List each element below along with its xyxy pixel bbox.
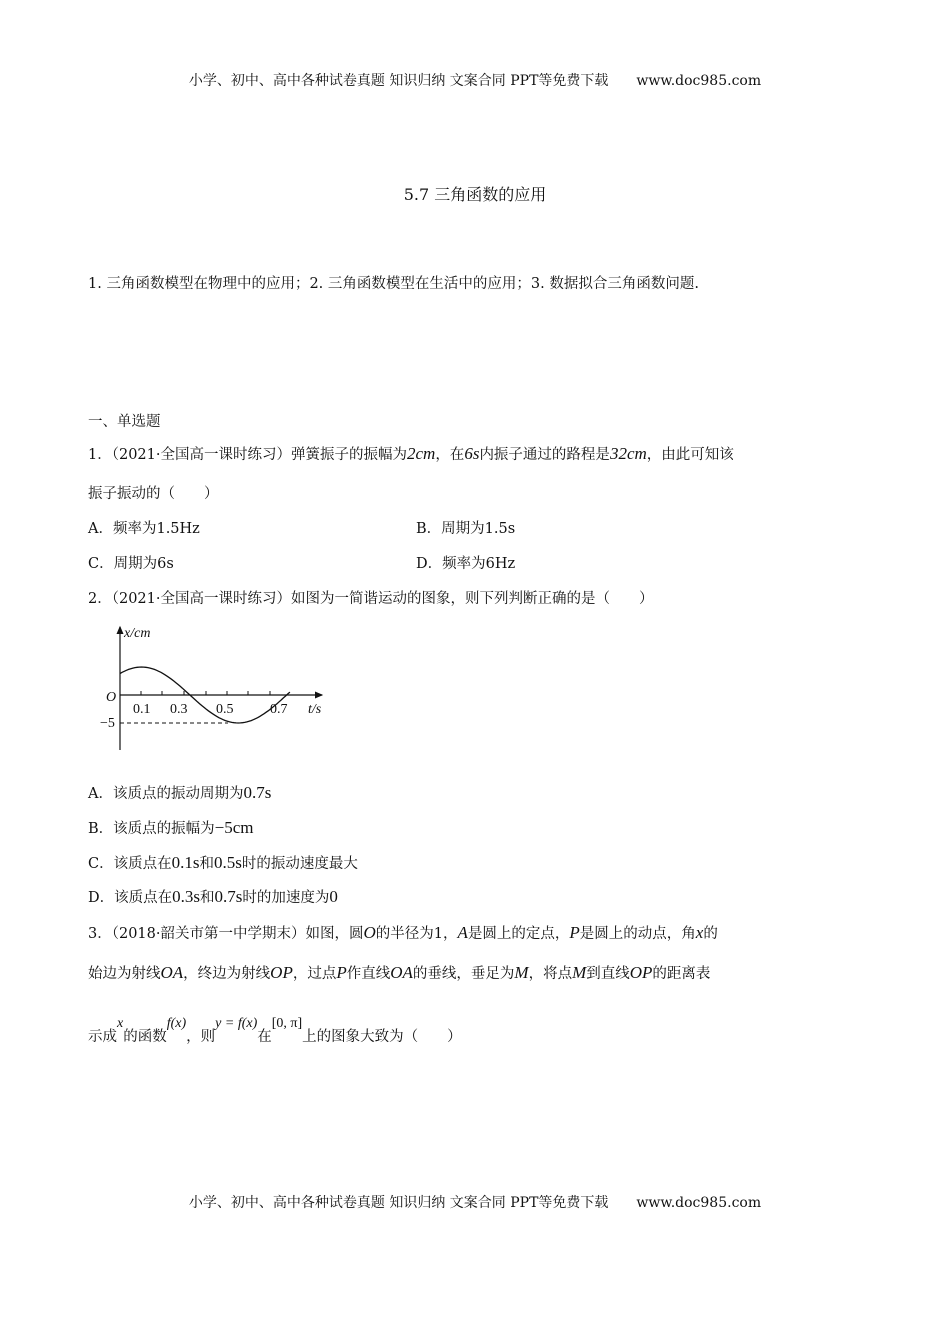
tick-label: 0.5 [216, 702, 234, 717]
page-title: 5.7 三角函数的应用 [403, 185, 547, 204]
header-url[interactable]: www.doc985.com [636, 73, 762, 89]
page-footer [0, 1192, 950, 1212]
footer-url[interactable]: www.doc985.com [636, 1195, 762, 1211]
q2-option-d[interactable]: D．该质点在0.3s和0.7s时的加速度为0 [88, 887, 338, 906]
objectives: 1. 三角函数模型在物理中的应用；2. 三角函数模型在生活中的应用；3. 数据拟合三角函数问题. [88, 276, 699, 292]
t-axis-label: t/s [308, 702, 322, 717]
q3-line2: 始边为射线OA，终边为射线OP，过点P作直线OA的垂线，垂足为M，将点M到直线OP的距离表 [88, 963, 711, 982]
q2-option-a[interactable]: A．该质点的振动周期为0.7s [88, 783, 272, 802]
q2-stem: 2．（2021·全国高一课时练习）如图为一简谐运动的图象，则下列判断正确的是（ ） [88, 591, 654, 607]
q1-option-d[interactable]: D．频率为6Hz [416, 556, 516, 572]
q1-stem-line2: 振子振动的（ ） [88, 486, 219, 502]
q3-line1: 3．（2018·韶关市第一中学期末）如图，圆O的半径为1，A是圆上的定点，P是圆上的动点，角x的 [88, 923, 718, 942]
header-text: 小学、初中、高中各种试卷真题 知识归纳 文案合同 PPT等免费下载 [188, 73, 609, 89]
tick-label: 0.7 [270, 702, 288, 717]
harmonic-motion-graph [100, 615, 340, 755]
q1-stem: 1．（2021·全国高一课时练习）弹簧振子的振幅为2cm，在6s内振子通过的路程是32cm，由此可知该 [88, 444, 734, 463]
neg-5-label: −5 [100, 716, 115, 731]
q2-option-c[interactable]: C．该质点在0.1s和0.5s时的振动速度最大 [88, 853, 358, 872]
q1-option-b[interactable]: B．周期为1.5s [416, 521, 516, 537]
tick-label: 0.1 [133, 702, 151, 717]
q1-option-a[interactable]: A．频率为1.5Hz [88, 521, 200, 537]
q1-option-c[interactable]: C．周期为6s [88, 556, 174, 572]
tick-label: 0.3 [170, 702, 188, 717]
q2-option-b[interactable]: B．该质点的振幅为−5cm [88, 818, 254, 837]
page-header [0, 70, 950, 90]
y-axis-label: x/cm [124, 626, 151, 641]
q3-line3: 示成x的函数f(x)，则y = f(x)在[0, π]上的图象大致为（ ） [88, 1016, 462, 1045]
footer-text: 小学、初中、高中各种试卷真题 知识归纳 文案合同 PPT等免费下载 [188, 1195, 609, 1211]
section-heading: 一、单选题 [88, 414, 161, 430]
origin-label: O [106, 690, 117, 705]
